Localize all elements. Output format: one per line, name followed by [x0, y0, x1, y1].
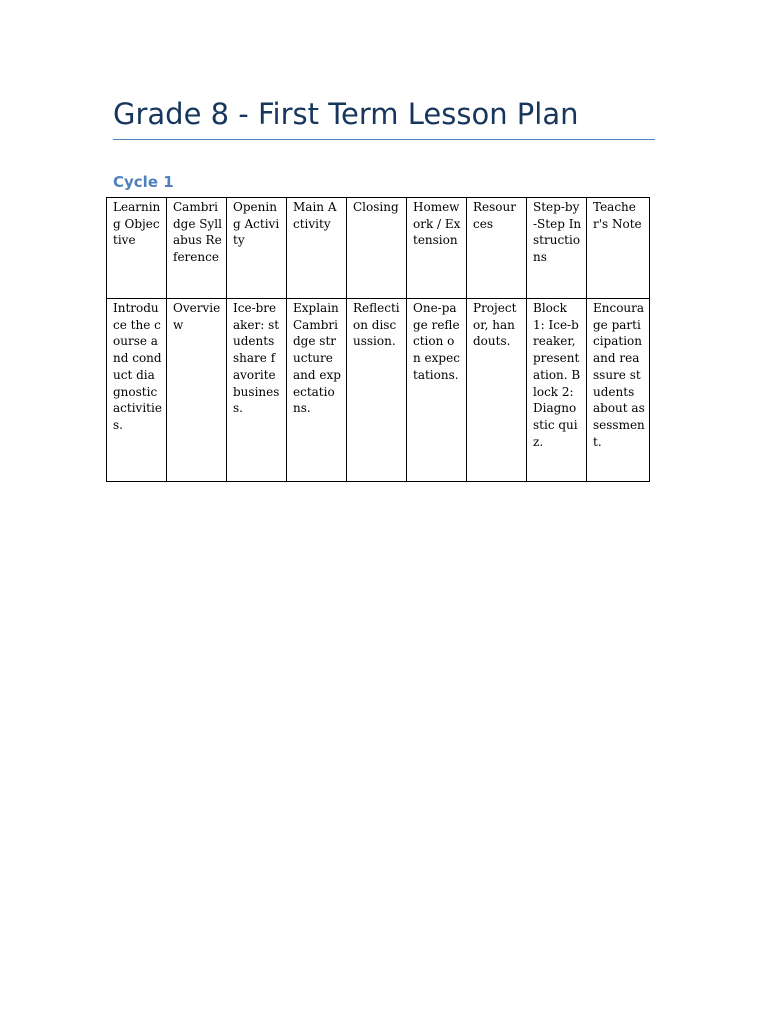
cell-main-activity: Explain Cambridge structure and expectations. — [287, 299, 347, 482]
header-cell-learning-objective: Learning Objective — [107, 198, 167, 299]
lesson-plan-table — [106, 197, 650, 482]
header-cell-closing: Closing — [347, 198, 407, 299]
header-cell-main-activity: Main Activity — [287, 198, 347, 299]
cell-instructions: Block 1: Ice-breaker, presentation. Block 2: Diagnostic quiz. — [527, 299, 587, 482]
header-cell-resources: Resources — [467, 198, 527, 299]
cell-teachers-note: Encourage participation and reassure students about assessment. — [587, 299, 650, 482]
cell-opening-activity: Ice-breaker: students share favorite business. — [227, 299, 287, 482]
section-heading: Cycle 1 — [113, 173, 174, 191]
cell-resources: Projector, handouts. — [467, 299, 527, 482]
cell-learning-objective: Introduce the course and conduct diagnostic activities. — [107, 299, 167, 482]
header-cell-syllabus-reference: Cambridge Syllabus Reference — [167, 198, 227, 299]
table-row — [107, 299, 650, 482]
cell-closing: Reflection discussion. — [347, 299, 407, 482]
title-underline — [113, 139, 655, 140]
header-cell-homework: Homework / Extension — [407, 198, 467, 299]
table-header-row — [107, 198, 650, 299]
header-cell-opening-activity: Opening Activity — [227, 198, 287, 299]
header-cell-instructions: Step-by-Step Instructions — [527, 198, 587, 299]
cell-homework: One-page reflection on expectations. — [407, 299, 467, 482]
document-title: Grade 8 - First Term Lesson Plan — [113, 97, 579, 131]
cell-syllabus-reference: Overview — [167, 299, 227, 482]
header-cell-teachers-note: Teacher's Note — [587, 198, 650, 299]
